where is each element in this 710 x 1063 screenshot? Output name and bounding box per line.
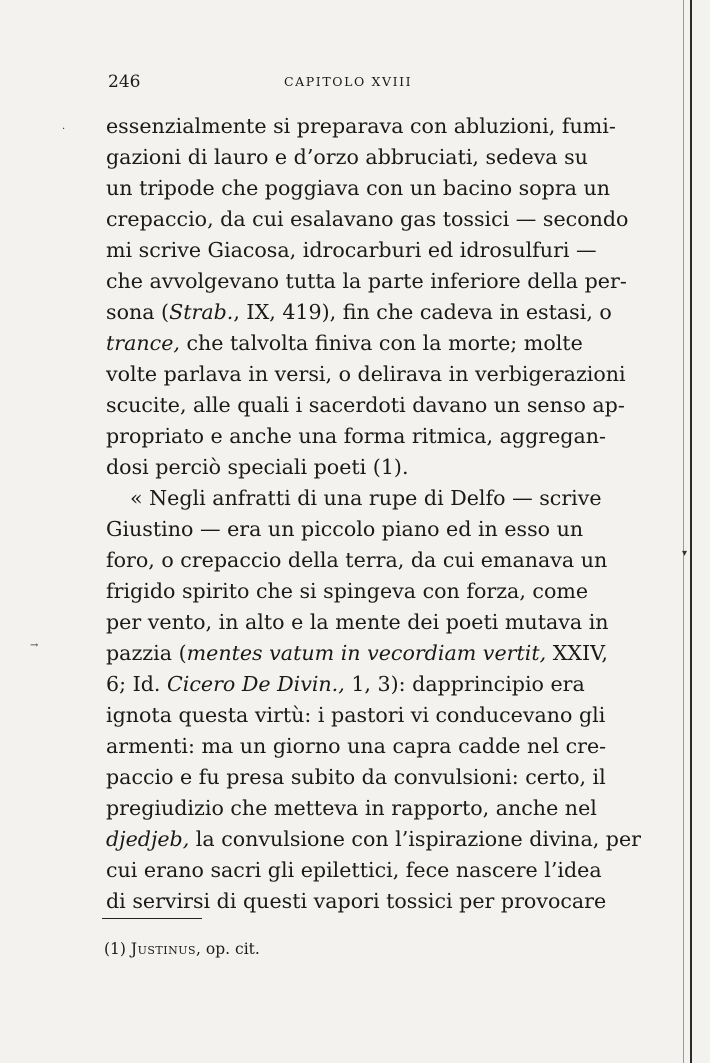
body-text — [106, 111, 642, 917]
text-line — [106, 886, 607, 917]
italic-text: djedjeb, — [106, 827, 190, 851]
footnote-author: Justinus — [130, 940, 197, 958]
text-run: 6; Id. — [106, 672, 167, 696]
text-run: che avvolgevano tutta la parte inferiore della per- — [106, 269, 627, 293]
text-line — [106, 297, 612, 328]
italic-text: Cicero De Divin., — [167, 672, 345, 696]
edge-mark: ▾ — [682, 548, 688, 559]
text-line — [106, 235, 597, 266]
margin-dot: · — [62, 124, 66, 135]
text-line — [106, 111, 616, 142]
margin-mark: → — [30, 640, 39, 651]
text-run: ignota questa virtù: i pastori vi conducevano gli — [106, 703, 606, 727]
footnote-citation: , op. cit. — [196, 940, 260, 958]
running-title: CAPITOLO XVIII — [284, 74, 413, 89]
text-run: « Negli anfratti di una rupe di Delfo — scrive — [130, 486, 602, 510]
text-line — [106, 390, 625, 421]
text-run: volte parlava in versi, o delirava in verbigerazioni — [106, 362, 626, 386]
text-line — [106, 669, 585, 700]
text-line — [106, 204, 629, 235]
text-line — [106, 452, 572, 483]
italic-text: Strab. — [169, 300, 234, 324]
text-line — [106, 607, 609, 638]
text-line — [106, 824, 642, 855]
text-run: essenzialmente si preparava con abluzioni, fumi- — [106, 114, 616, 138]
page-edge-line — [683, 0, 684, 1063]
text-run: che talvolta finiva con la morte; molte — [179, 331, 583, 355]
text-line — [106, 173, 611, 204]
text-line — [106, 545, 608, 576]
italic-text: mentes vatum in vecordiam vertit, — [186, 641, 547, 665]
text-line — [106, 638, 608, 669]
text-run: sona ( — [106, 300, 170, 324]
text-run: cui erano sacri gli epilettici, fece nascere l’idea — [106, 858, 602, 882]
text-run: XXIV, — [546, 641, 608, 665]
page-edge-shadow — [690, 0, 692, 1063]
text-run: propriato e anche una forma ritmica, aggregan- — [106, 424, 606, 448]
footnote-separator — [102, 918, 202, 919]
text-line — [106, 266, 627, 297]
text-run: frigido spirito che si spingeva con forza, come — [106, 579, 589, 603]
text-run: Giustino — era un piccolo piano ed in esso un — [106, 517, 584, 541]
text-run: di servirsi di questi vapori tossici per provocare — [106, 889, 607, 913]
text-line — [106, 142, 588, 173]
text-run: armenti: ma un giorno una capra cadde nel cre- — [106, 734, 607, 758]
text-run: crepaccio, da cui esalavano gas tossici — secondo — [106, 207, 629, 231]
text-run: pazzia ( — [106, 641, 187, 665]
text-line — [106, 731, 607, 762]
text-line — [106, 793, 597, 824]
text-run: la convulsione con l’ispirazione divina, per — [189, 827, 642, 851]
footnote-marker: (1) — [104, 940, 126, 958]
text-line — [106, 421, 606, 452]
italic-text: trance, — [106, 331, 180, 355]
text-run: un tripode che poggiava con un bacino sopra un — [106, 176, 611, 200]
footnote — [104, 940, 260, 958]
text-line — [106, 359, 626, 390]
text-line — [106, 855, 602, 886]
text-run: per vento, in alto e la mente dei poeti mutava in — [106, 610, 609, 634]
text-run: paccio e fu presa subito da convulsioni: certo, il — [106, 765, 606, 789]
text-line — [106, 514, 584, 545]
text-run: dosi perciò speciali poeti (1). — [106, 455, 409, 479]
text-run: pregiudizio che metteva in rapporto, anche nel — [106, 796, 597, 820]
text-line — [106, 700, 606, 731]
text-line — [106, 328, 583, 359]
text-run: gazioni di lauro e d’orzo abbruciati, sedeva su — [106, 145, 588, 169]
text-line — [106, 483, 602, 514]
page-number: 246 — [108, 72, 141, 92]
text-line — [106, 762, 606, 793]
text-run: mi scrive Giacosa, idrocarburi ed idrosulfuri — — [106, 238, 597, 262]
text-run: scucite, alle quali i sacerdoti davano un senso ap- — [106, 393, 625, 417]
page-header — [104, 72, 574, 98]
text-run: foro, o crepaccio della terra, da cui emanava un — [106, 548, 608, 572]
text-run: 1, 3): dapprincipio era — [344, 672, 585, 696]
text-line — [106, 576, 589, 607]
text-run: , IX, 419), fin che cadeva in estasi, o — [233, 300, 612, 324]
